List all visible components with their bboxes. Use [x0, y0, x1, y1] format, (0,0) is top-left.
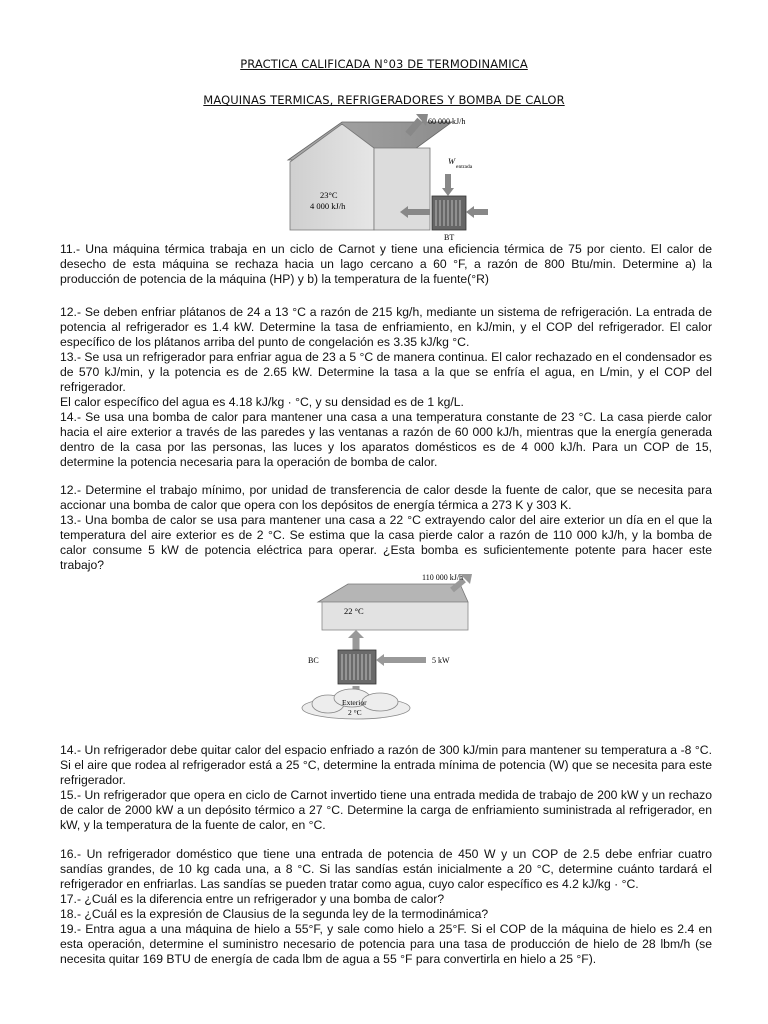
- heat-loss-label: 110 000 kJ/h: [422, 573, 464, 582]
- problem-14-refrigerator-min-power: 14.- Un refrigerador debe quitar calor del espacio enfriado a razón de 300 kJ/min para mantener su temperatura a -8 °C. Si el aire que rodea al refrigerador está a 25 °C, determine la entrada mínima de potencia (W) que se necesita para este refrigerador.: [60, 743, 712, 787]
- house-diagram-2: [292, 572, 492, 722]
- problem-block-5: [60, 847, 712, 967]
- heat-pump-fins: [436, 200, 460, 226]
- problem-15-reverse-carnot: 15.- Un refrigerador que opera en ciclo de Carnot invertido tiene una entrada medida de trabajo de 200 kW y un rechazo de calor de 2000 kW a un depósito térmico a 27 °C. Determine la carga de enfriamiento suministrada al refrigerador, en kW, y la temperatura de la fuente de calor, en °C.: [60, 788, 712, 832]
- problem-18-question: 18.- ¿Cuál es la expresión de Clausius de la segunda ley de la termodinámica?: [60, 907, 489, 921]
- indoor-temp-label: 22 °C: [344, 606, 364, 616]
- outdoor-temp-label: 2 °C: [348, 708, 362, 717]
- problem-13-heat-pump-22c: 13.- Una bomba de calor se usa para mantener una casa a 22 °C extrayendo calor del aire exterior un día en el que la temperatura del aire exterior es de 2 °C. Se estima que la casa pierde calor a razón de 110 000 kJ/h, y la bomba de calor consume 5 kW de potencia eléctrica para operar. ¿Esta bomba es suficientemente potente para hacer este trabajo?: [60, 513, 712, 572]
- problem-13-note: El calor específico del agua es 4.18 kJ/kg · °C, y su densidad es de 1 kg/L.: [60, 395, 464, 409]
- house-front-wall: [290, 124, 374, 230]
- house-diagram-1: [270, 112, 510, 242]
- outdoor-label: Exterior: [342, 698, 367, 707]
- work-input-label: W: [448, 156, 456, 166]
- work-input-arrowhead: [442, 188, 454, 196]
- outside-heat-arrowhead: [466, 206, 474, 218]
- figure-house-heat-pump-1: [270, 112, 510, 242]
- problem-14-heat-pump: 14.- Se usa una bomba de calor para mantener una casa a una temperatura constante de 23 °C. La casa pierde calor hacia el aire exterior a través de las paredes y las ventanas a razón de 60 000 kJ/h, mientras que la energía generada dentro de la casa por las personas, las luces y los aparatos domésticos es de 4 000 kJ/h. Para un COP de 15, determine la potencia necesaria para la operación de bomba de calor.: [60, 410, 712, 469]
- problem-11-carnot-engine: 11.- Una máquina térmica trabaja en un ciclo de Carnot y tiene una eficiencia térmica de 75 por ciento. El calor de desecho de esta máquina se rechaza hacia un lago cercano a 60 °F, a razón de 800 Btu/min. Determine a) la producción de potencia de la máquina (HP) y b) la temperatura de la fuente(°R): [60, 242, 712, 286]
- figure-house-heat-pump-2: [292, 572, 492, 722]
- power-input-label: 5 kW: [432, 656, 450, 665]
- internal-gain-label: 4 000 kJ/h: [310, 201, 346, 211]
- roof-shape: [318, 584, 468, 602]
- problem-block-1: [60, 242, 712, 287]
- problem-block-4: [60, 743, 712, 833]
- problem-13-water-cooling: 13.- Se usa un refrigerador para enfriar agua de 23 a 5 °C de manera continua. El calor rechazado en el condensador es de 570 kJ/min, y la potencia es de 2.65 kW. Determine la tasa a la que se enfría el agua, en L/min, y el COP del refrigerador.: [60, 350, 712, 394]
- heat-pump-label: BT: [444, 233, 455, 242]
- problem-12-bananas: 12.- Se deben enfriar plátanos de 24 a 13 °C a razón de 215 kg/h, mediante un sistema de refrigeración. La entrada de potencia al refrigerador es 1.4 kW. Determine la tasa de enfriamiento, en kJ/min, y el COP del refrigerador. El calor específico de los plátanos arriba del punto de congelación es 3.35 kJ/kg °C.: [60, 305, 712, 349]
- document-title: PRACTICA CALIFICADA N°03 DE TERMODINAMICA: [240, 57, 528, 71]
- problem-17-question: 17.- ¿Cuál es la diferencia entre un refrigerador y una bomba de calor?: [60, 892, 445, 906]
- problem-block-2: [60, 305, 712, 470]
- document-subtitle: MAQUINAS TERMICAS, REFRIGERADORES Y BOMBA DE CALOR: [203, 93, 565, 107]
- problem-12-min-work: 12.- Determine el trabajo mínimo, por unidad de transferencia de calor desde la fuente de calor, que se necesita para accionar una bomba de calor que opera con los depósitos de energía térmica a 273 K y 303 K.: [60, 483, 712, 512]
- work-input-sub: entrada: [456, 164, 473, 170]
- heat-pump-label: BC: [308, 656, 319, 665]
- heat-loss-label: 60 000 kJ/h: [428, 117, 466, 126]
- house-side-wall: [374, 148, 430, 230]
- indoor-temp-label: 23°C: [320, 190, 338, 200]
- problem-16-watermelons: 16.- Un refrigerador doméstico que tiene una entrada de potencia de 450 W y un COP de 2.5 debe enfriar cuatro sandías grandes, de 10 kg cada una, a 8 °C. Si las sandías están inicialmente a 20 °C, determine cuánto tardará el refrigerador en enfriarlas. Las sandías se pueden tratar como agua, cuyo calor específico es 4.2 kJ/kg · °C.: [60, 847, 712, 891]
- problem-19-ice-machine: 19.- Entra agua a una máquina de hielo a 55°F, y sale como hielo a 25°F. Si el COP de la máquina de hielo es 2.4 en esta operación, determine el suministro necesario de potencia para una tasa de producción de hielo de 28 lbm/h (se necesita quitar 169 BTU de energía de cada lbm de agua a 55 °F para convertirla en hielo a 25 °F).: [60, 922, 712, 966]
- heat-pump-unit: [432, 196, 466, 230]
- problem-block-3: [60, 483, 712, 573]
- power-input-arrowhead: [376, 654, 384, 666]
- heat-supply-arrowhead: [348, 630, 364, 638]
